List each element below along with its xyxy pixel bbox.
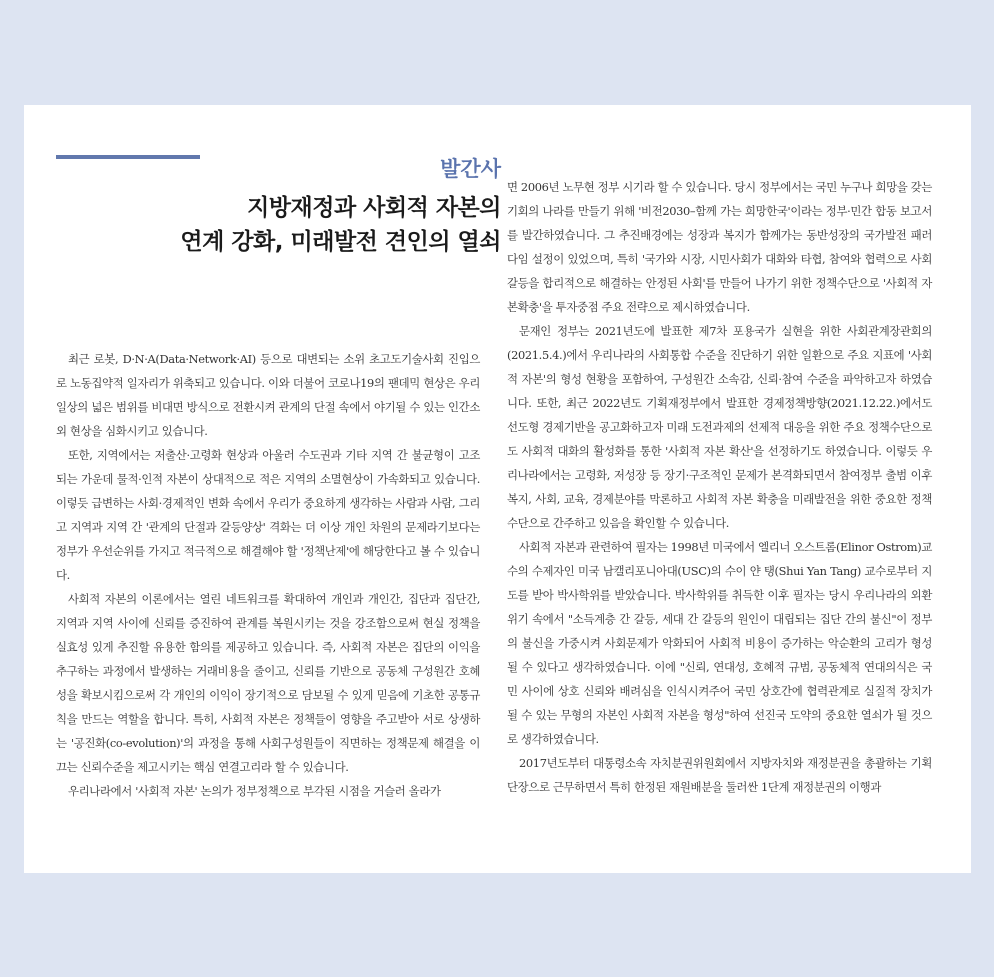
paragraph: 면 2006년 노무현 정부 시기라 할 수 있습니다. 당시 정부에서는 국민 누구나 희망을 갖는 기회의 나라를 만들기 위해 '비전2030–함께 가는 희망한국'이라는 정부·민간 합동 보고서를 발간하였습니다. 그 추진배경에는 성장과 복지가 함께가는 동반성장의 국가발전 패러다임 설정이 있었으며, 특히 '국가와 시장, 시민사회가 대화와 타협, 참여와 협력으로 사회갈등을 합리적으로 해결하는 안정된 사회'를 만들어 나가기 위한 정책수단으로 '사회적 자본확충'을 투자중점 주요 전략으로 제시하였습니다. bbox=[507, 180, 932, 314]
paragraph: 사회적 자본과 관련하여 필자는 1998년 미국에서 엘리너 오스트롬(Elinor Ostrom)교수의 수제자인 미국 남캘리포니아대(USC)의 수이 얀 탱(Shui Yan Tang) 교수로부터 지도를 받아 박사학위를 받았습니다. 박사학위를 취득한 이후 필자는 당시 우리나라의 외환위기 속에서 "소득계층 간 갈등, 세대 간 갈등의 원인이 대립되는 집단 간의 불신"이 정부의 불신을 가중시켜 사회문제가 악화되어 사회적 비용이 증가하는 악순환의 고리가 형성될 수 있다고 생각하였습니다. 이에 "신뢰, 연대성, 호혜적 규범, 공동체적 연대의식은 국민 사이에 상호 신뢰와 배려심을 인식시켜주어 국민 상호간에 협력관계로 실질적 장치가 될 수 있는 무형의 자본인 사회적 자본을 형성"하여 선진국 도약의 중요한 열쇠가 될 것으로 생각하였습니다. bbox=[507, 540, 932, 746]
paragraph: 문재인 정부는 2021년도에 발표한 제7차 포용국가 실현을 위한 사회관계장관회의(2021.5.4.)에서 우리나라의 사회통합 수준을 진단하기 위한 일환으로 주요 지표에 '사회적 자본'의 형성 현황을 포함하여, 구성원간 소속감, 신뢰·참여 수준을 파악하고자 하였습니다. 또한, 최근 2022년도 기획재정부에서 발표한 경제정책방향(2021.12.22.)에서도 선도형 경제기반을 공고화하고자 미래 도전과제의 선제적 대응을 위한 주요 정책수단으로도 사회적 대화의 활성화를 통한 '사회적 자본 확산'을 선정하기도 하였습니다. 이렇듯 우리나라에서는 고령화, 저성장 등 장기·구조적인 문제가 본격화되면서 참여정부 출범 이후 복지, 사회, 교육, 경제분야를 막론하고 사회적 자본 확충을 미래발전을 위한 중요한 정책수단으로 간주하고 있음을 확인할 수 있습니다. bbox=[507, 324, 932, 530]
left-column bbox=[56, 347, 480, 803]
accent-rule bbox=[56, 155, 200, 159]
paragraph: 또한, 지역에서는 저출산·고령화 현상과 아울러 수도권과 기타 지역 간 불균형이 고조되는 가운데 물적·인적 자본이 상대적으로 적은 지역의 소멸현상이 가속화되고 있습니다. 이렇듯 급변하는 사회·경제적인 변화 속에서 우리가 중요하게 생각하는 사람과 사람, 그리고 지역과 지역 간 '관계의 단절과 갈등양상' 격화는 더 이상 개인 차원의 문제라기보다는 정부가 우선순위를 가지고 적극적으로 해결해야 할 '정책난제'에 해당한다고 볼 수 있습니다. bbox=[56, 448, 480, 582]
paragraph: 최근 로봇, D·N·A(Data·Network·AI) 등으로 대변되는 소위 초고도기술사회 진입으로 노동집약적 일자리가 위축되고 있습니다. 이와 더불어 코로나19의 팬데믹 현상은 우리 일상의 넓은 범위를 비대면 방식으로 전환시켜 관계의 단절 속에서 야기될 수 있는 인간소외 현상을 심화시키고 있습니다. bbox=[56, 352, 480, 438]
right-column bbox=[507, 175, 932, 799]
paragraph: 2017년도부터 대통령소속 자치분권위원회에서 지방자치와 재정분권을 총괄하는 기획단장으로 근무하면서 특히 한정된 재원배분을 둘러싼 1단계 재정분권의 이행과 bbox=[507, 756, 932, 794]
document-page bbox=[24, 105, 971, 873]
title-line-2: 연계 강화, 미래발전 견인의 열쇠 bbox=[180, 229, 501, 255]
section-label: 발간사 bbox=[440, 157, 501, 181]
title-line-1: 지방재정과 사회적 자본의 bbox=[247, 195, 501, 221]
paragraph: 우리나라에서 '사회적 자본' 논의가 정부정책으로 부각된 시점을 거슬러 올라가 bbox=[68, 784, 441, 798]
paragraph: 사회적 자본의 이론에서는 열린 네트워크를 확대하여 개인과 개인간, 집단과 집단간, 지역과 지역 사이에 신뢰를 증진하여 관계를 복원시키는 것을 강조함으로써 현실 정책을 실효성 있게 추진할 유용한 함의를 제공하고 있습니다. 즉, 사회적 자본은 집단의 이익을 추구하는 과정에서 발생하는 거래비용을 줄이고, 신뢰를 기반으로 공동체 구성원간 호혜성을 확보시킴으로써 각 개인의 이익이 장기적으로 담보될 수 있게 믿음에 기초한 공통규칙을 만드는 역할을 합니다. 특히, 사회적 자본은 정책들이 영향을 주고받아 서로 상생하는 '공진화(co-evolution)'의 과정을 통해 사회구성원들이 직면하는 정책문제 해결을 이끄는 신뢰수준을 제고시키는 핵심 연결고리라 할 수 있습니다. bbox=[56, 592, 480, 774]
article-title bbox=[180, 191, 501, 259]
